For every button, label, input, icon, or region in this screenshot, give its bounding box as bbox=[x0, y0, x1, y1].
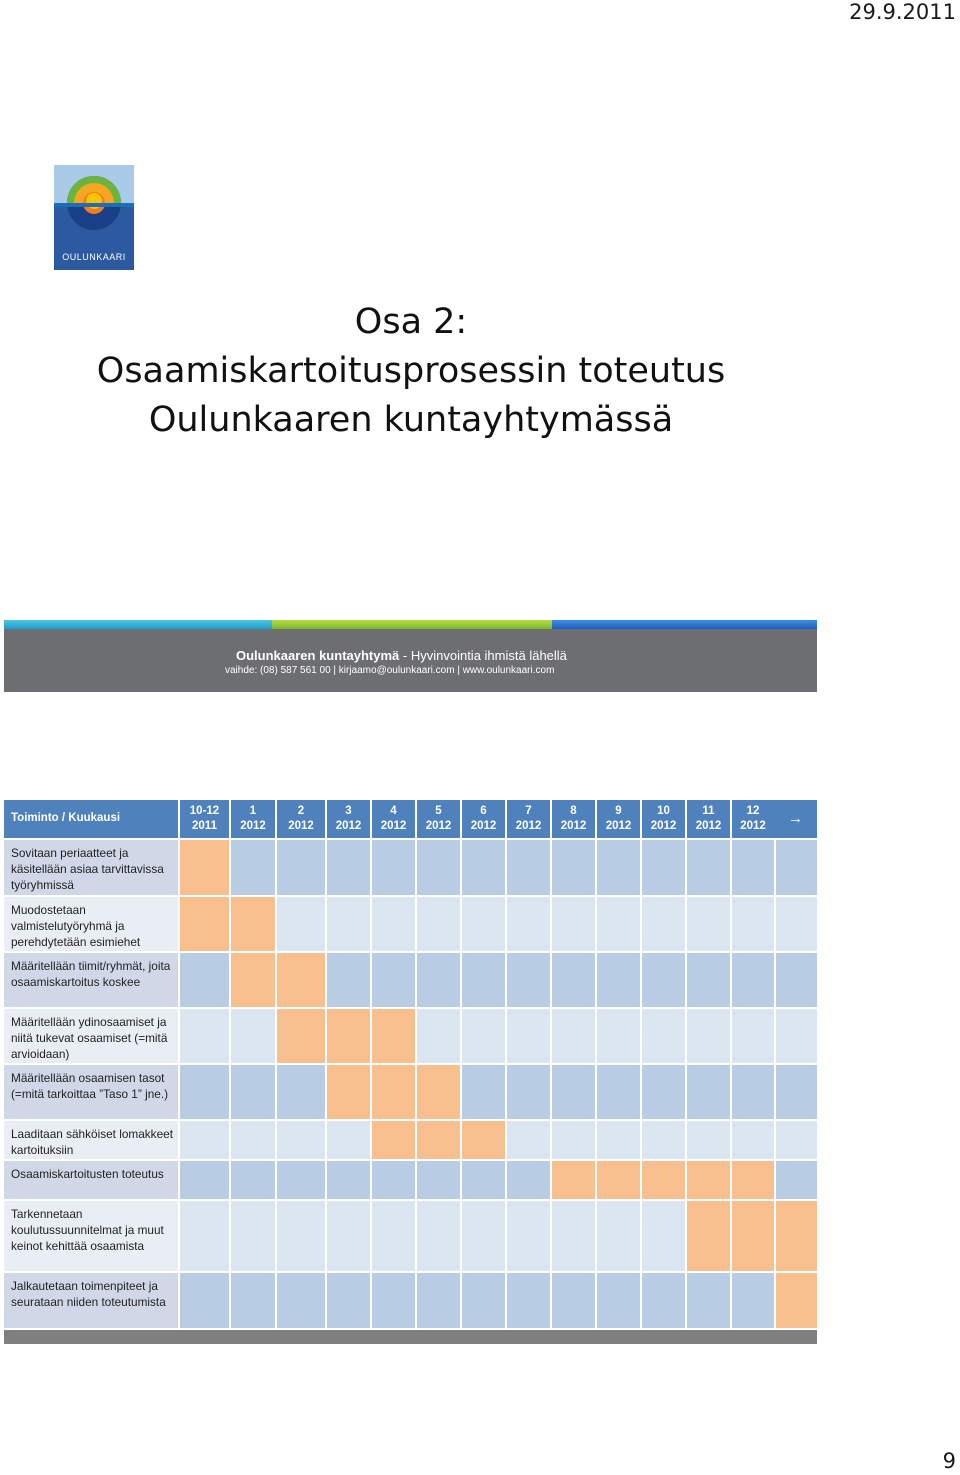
task-label: Muodostetaan valmistelutyöryhmä ja perehdytetään esimiehet bbox=[4, 897, 178, 951]
gantt-cell bbox=[277, 897, 325, 951]
banner-contact: vaihde: (08) 587 561 00 | kirjaamo@oulunkaari.com | www.oulunkaari.com bbox=[225, 665, 555, 676]
gantt-cell bbox=[507, 1273, 550, 1328]
gantt-cell bbox=[372, 1201, 415, 1271]
gantt-cell bbox=[277, 1201, 325, 1271]
gantt-cell bbox=[597, 1201, 640, 1271]
gantt-cell bbox=[687, 953, 730, 1007]
task-label: Jalkautetaan toimenpiteet ja seurataan niiden toteutumista bbox=[4, 1273, 178, 1328]
gantt-cell bbox=[417, 1273, 460, 1328]
page-number: 9 bbox=[942, 1449, 956, 1473]
gantt-cell-active bbox=[417, 1065, 460, 1119]
month-header-year: 2012 bbox=[605, 820, 632, 832]
gantt-cell bbox=[776, 840, 817, 895]
month-header-year: 2012 bbox=[515, 820, 542, 832]
gantt-cell bbox=[462, 1273, 505, 1328]
month-header-6 bbox=[462, 800, 505, 838]
gantt-cell bbox=[642, 840, 685, 895]
month-header-year: 2012 bbox=[650, 820, 677, 832]
gantt-cell bbox=[417, 953, 460, 1007]
gantt-cell bbox=[732, 840, 774, 895]
gantt-cell bbox=[180, 1065, 229, 1119]
task-label: Määritellään ydinosaamiset ja niitä tukevat osaamiset (=mitä arvioidaan) bbox=[4, 1009, 178, 1063]
gantt-cell bbox=[417, 1161, 460, 1199]
gantt-cell bbox=[776, 953, 817, 1007]
gantt-cell bbox=[552, 1065, 595, 1119]
banner-tagline: - Hyvinvointia ihmistä lähellä bbox=[399, 648, 567, 663]
gantt-cell bbox=[462, 1009, 505, 1063]
month-header-7 bbox=[507, 800, 550, 838]
gantt-cell bbox=[642, 1121, 685, 1159]
gantt-cell bbox=[687, 897, 730, 951]
gantt-cell bbox=[231, 1273, 275, 1328]
gantt-cell-active bbox=[462, 1121, 505, 1159]
gantt-cell bbox=[277, 1273, 325, 1328]
gantt-cell bbox=[687, 840, 730, 895]
month-header-5 bbox=[417, 800, 460, 838]
gantt-cell bbox=[642, 953, 685, 1007]
gantt-cell bbox=[732, 1009, 774, 1063]
month-header-10 bbox=[642, 800, 685, 838]
gantt-cell-active bbox=[277, 1009, 325, 1063]
title-line-1: Osa 2: bbox=[354, 302, 468, 342]
gantt-cell bbox=[180, 1201, 229, 1271]
gantt-cell bbox=[231, 840, 275, 895]
month-header-8 bbox=[552, 800, 595, 838]
gantt-cell bbox=[231, 1009, 275, 1063]
gantt-cell bbox=[462, 1161, 505, 1199]
gantt-cell-active bbox=[417, 1121, 460, 1159]
gantt-cell bbox=[642, 1273, 685, 1328]
task-label: Tarkennetaan koulutussuunnitelmat ja muut keinot kehittää osaamista bbox=[4, 1201, 178, 1271]
gantt-cell bbox=[417, 897, 460, 951]
banner-stripe-green bbox=[272, 620, 552, 629]
task-label: Osaamiskartoitusten toteutus bbox=[4, 1161, 178, 1199]
gantt-cell-active bbox=[231, 953, 275, 1007]
month-header-number: 1 bbox=[249, 805, 257, 817]
month-header-1 bbox=[231, 800, 275, 838]
gantt-cell bbox=[507, 1009, 550, 1063]
logo-emblem-icon bbox=[54, 165, 134, 244]
gantt-cell bbox=[372, 1161, 415, 1199]
gantt-cell bbox=[277, 1065, 325, 1119]
month-header-year: 2012 bbox=[470, 820, 497, 832]
logo-text: OULUNKAARI bbox=[54, 244, 134, 270]
gantt-cell bbox=[372, 1273, 415, 1328]
gantt-header-label: Toiminto / Kuukausi bbox=[11, 812, 121, 824]
gantt-cell bbox=[597, 1009, 640, 1063]
gantt-cell bbox=[597, 840, 640, 895]
month-header-number: 3 bbox=[345, 805, 352, 817]
gantt-cell bbox=[180, 1009, 229, 1063]
gantt-cell bbox=[372, 953, 415, 1007]
gantt-cell bbox=[180, 953, 229, 1007]
footer-banner bbox=[4, 620, 817, 692]
gantt-cell bbox=[732, 1273, 774, 1328]
gantt-cell bbox=[327, 1161, 370, 1199]
month-header-number: 6 bbox=[480, 805, 487, 817]
title-line-3: Oulunkaaren kuntayhtymässä bbox=[148, 400, 674, 440]
title-line-2: Osaamiskartoitusprosessin toteutus bbox=[96, 351, 726, 391]
gantt-cell bbox=[732, 1065, 774, 1119]
gantt-cell bbox=[462, 953, 505, 1007]
gantt-cell bbox=[372, 840, 415, 895]
gantt-cell bbox=[732, 953, 774, 1007]
gantt-cell bbox=[552, 1201, 595, 1271]
gantt-header-label-cell bbox=[4, 800, 178, 838]
arrow-right-icon: → bbox=[774, 800, 817, 838]
gantt-cell bbox=[687, 1009, 730, 1063]
gantt-cell-active bbox=[180, 840, 229, 895]
banner-name: Oulunkaaren kuntayhtymä bbox=[236, 648, 400, 663]
month-header-year: 2011 bbox=[192, 820, 217, 832]
gantt-cell-active bbox=[277, 953, 325, 1007]
month-header-year: 2012 bbox=[560, 820, 587, 832]
gantt-cell bbox=[597, 897, 640, 951]
gantt-cell-active bbox=[687, 1201, 730, 1271]
gantt-cell bbox=[642, 1201, 685, 1271]
gantt-cell bbox=[507, 1065, 550, 1119]
gantt-cell bbox=[231, 1121, 275, 1159]
month-header-11 bbox=[687, 800, 730, 838]
gantt-cell bbox=[642, 897, 685, 951]
month-header-number: 8 bbox=[570, 805, 577, 817]
gantt-cell bbox=[687, 1273, 730, 1328]
gantt-cell bbox=[277, 1161, 325, 1199]
gantt-cell bbox=[776, 1121, 817, 1159]
gantt-cell bbox=[552, 1121, 595, 1159]
gantt-cell bbox=[507, 953, 550, 1007]
month-header-year: 2012 bbox=[425, 820, 452, 832]
gantt-cell bbox=[417, 840, 460, 895]
gantt-cell bbox=[231, 1201, 275, 1271]
gantt-cell bbox=[417, 1201, 460, 1271]
gantt-cell bbox=[327, 1121, 370, 1159]
gantt-cell bbox=[776, 1161, 817, 1199]
gantt-cell bbox=[231, 1065, 275, 1119]
gantt-cell-active bbox=[597, 1161, 640, 1199]
gantt-cell bbox=[462, 1201, 505, 1271]
banner-stripe-cyan bbox=[4, 620, 272, 629]
gantt-cell-active bbox=[327, 1065, 370, 1119]
banner-stripe-blue bbox=[552, 620, 817, 629]
gantt-cell bbox=[327, 1201, 370, 1271]
gantt-cell bbox=[180, 1273, 229, 1328]
month-header-9 bbox=[597, 800, 640, 838]
gantt-cell-active bbox=[732, 1161, 774, 1199]
month-header-year: 2012 bbox=[380, 820, 407, 832]
month-header-number: 10-12 bbox=[189, 805, 220, 817]
gantt-cell bbox=[776, 1065, 817, 1119]
gantt-cell bbox=[327, 840, 370, 895]
gantt-cell bbox=[277, 840, 325, 895]
month-header-number: 4 bbox=[390, 805, 397, 817]
gantt-cell bbox=[372, 897, 415, 951]
gantt-cell bbox=[776, 1009, 817, 1063]
month-header-number: 5 bbox=[435, 805, 442, 817]
gantt-cell bbox=[231, 1161, 275, 1199]
task-label: Laaditaan sähköiset lomakkeet kartoituksiin bbox=[4, 1121, 178, 1159]
gantt-cell bbox=[507, 1121, 550, 1159]
gantt-cell-active bbox=[372, 1009, 415, 1063]
gantt-cell bbox=[507, 840, 550, 895]
month-header-year: 2012 bbox=[240, 820, 266, 832]
month-header-number: 7 bbox=[525, 805, 532, 817]
gantt-bottom-bar bbox=[4, 1330, 817, 1344]
gantt-cell-active bbox=[180, 897, 229, 951]
gantt-cell bbox=[180, 1161, 229, 1199]
gantt-cell bbox=[597, 1273, 640, 1328]
gantt-cell bbox=[462, 897, 505, 951]
gantt-cell bbox=[277, 1121, 325, 1159]
gantt-cell bbox=[327, 1273, 370, 1328]
gantt-cell bbox=[507, 1161, 550, 1199]
gantt-cell bbox=[642, 1065, 685, 1119]
gantt-cell bbox=[552, 953, 595, 1007]
task-label: Määritellään tiimit/ryhmät, joita osaamiskartoitus koskee bbox=[4, 953, 178, 1007]
gantt-cell-active bbox=[372, 1121, 415, 1159]
gantt-cell-active bbox=[687, 1161, 730, 1199]
month-header-year: 2012 bbox=[740, 820, 766, 832]
gantt-cell bbox=[507, 1201, 550, 1271]
gantt-cell-active bbox=[642, 1161, 685, 1199]
gantt-cell-active bbox=[231, 897, 275, 951]
gantt-cell bbox=[180, 1121, 229, 1159]
month-header-4 bbox=[372, 800, 415, 838]
month-header-number: 10 bbox=[657, 805, 670, 817]
gantt-cell bbox=[597, 1121, 640, 1159]
gantt-cell bbox=[327, 953, 370, 1007]
gantt-cell bbox=[687, 1121, 730, 1159]
month-header-year: 2012 bbox=[695, 820, 722, 832]
gantt-cell bbox=[552, 897, 595, 951]
month-header-number: 11 bbox=[702, 805, 715, 817]
gantt-table bbox=[4, 800, 817, 1344]
month-header-number: 2 bbox=[297, 805, 305, 817]
gantt-cell bbox=[462, 1065, 505, 1119]
gantt-cell-active bbox=[372, 1065, 415, 1119]
gantt-cell bbox=[552, 1009, 595, 1063]
gantt-cell-active bbox=[552, 1161, 595, 1199]
gantt-cell bbox=[417, 1009, 460, 1063]
month-header-year: 2012 bbox=[335, 820, 362, 832]
gantt-cell bbox=[552, 1273, 595, 1328]
page-title bbox=[0, 298, 822, 445]
gantt-cell-active bbox=[327, 1009, 370, 1063]
month-header-12 bbox=[732, 800, 774, 838]
gantt-cell bbox=[732, 897, 774, 951]
gantt-cell bbox=[732, 1121, 774, 1159]
gantt-cell-active bbox=[776, 1273, 817, 1328]
gantt-cell bbox=[507, 897, 550, 951]
gantt-cell-active bbox=[732, 1201, 774, 1271]
date-label: 29.9.2011 bbox=[849, 0, 956, 24]
gantt-cell-active bbox=[776, 1201, 817, 1271]
gantt-cell bbox=[642, 1009, 685, 1063]
task-label: Määritellään osaamisen tasot (=mitä tarkoittaa ”Taso 1” jne.) bbox=[4, 1065, 178, 1119]
month-header-number: 12 bbox=[746, 805, 760, 817]
month-header-2 bbox=[277, 800, 325, 838]
month-header-3 bbox=[327, 800, 370, 838]
gantt-cell bbox=[462, 840, 505, 895]
task-label: Sovitaan periaatteet ja käsitellään asiaa tarvittavissa työryhmissä bbox=[4, 840, 178, 895]
banner-title bbox=[236, 648, 567, 663]
gantt-cell bbox=[552, 840, 595, 895]
gantt-cell bbox=[327, 897, 370, 951]
month-header-0 bbox=[180, 800, 229, 838]
gantt-cell bbox=[597, 953, 640, 1007]
oulunkaari-logo bbox=[54, 165, 134, 270]
gantt-cell bbox=[687, 1065, 730, 1119]
month-header-year: 2012 bbox=[288, 820, 314, 832]
month-header-number: 9 bbox=[615, 805, 622, 817]
gantt-cell bbox=[597, 1065, 640, 1119]
gantt-cell bbox=[776, 897, 817, 951]
